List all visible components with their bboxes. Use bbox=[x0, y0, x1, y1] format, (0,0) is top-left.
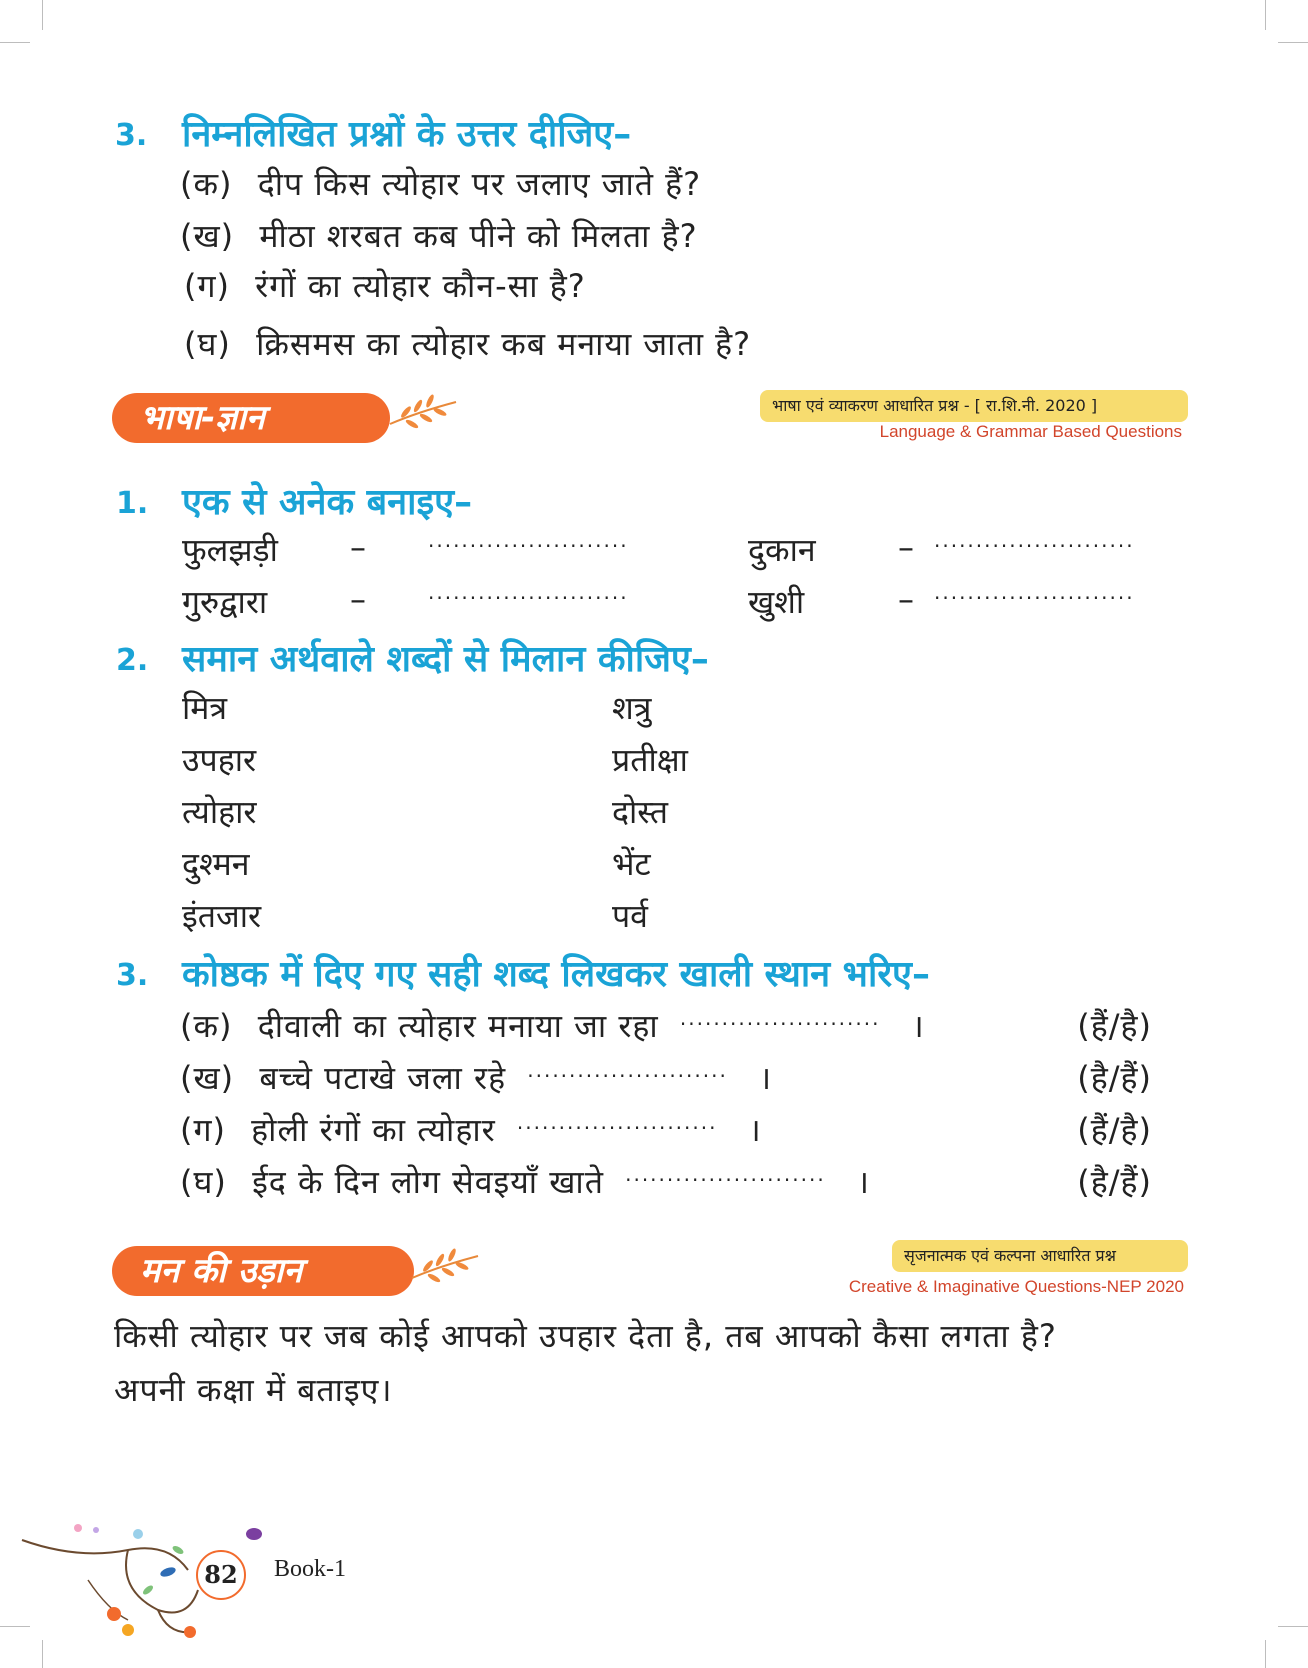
danda: । bbox=[748, 1111, 762, 1149]
answer-blank: ........................ bbox=[679, 1006, 881, 1030]
word-item: दुकान bbox=[748, 531, 816, 569]
leaf-branch-icon bbox=[410, 1242, 482, 1286]
crop-mark bbox=[0, 42, 30, 43]
question-item bbox=[184, 322, 751, 365]
item-label: (क) bbox=[180, 165, 233, 203]
question-item bbox=[180, 162, 701, 205]
section-tag-subtitle: Language & Grammar Based Questions bbox=[879, 422, 1182, 441]
match-left-item: उपहार bbox=[182, 741, 257, 779]
match-right-item: भेंट bbox=[612, 845, 651, 883]
dash: – bbox=[350, 580, 366, 618]
match-left-item: मित्र bbox=[182, 689, 228, 727]
word-item: गुरुद्वारा bbox=[182, 583, 268, 621]
question-heading: निम्नलिखित प्रश्नों के उत्तर दीजिए– bbox=[182, 114, 632, 155]
crop-mark bbox=[1278, 1626, 1308, 1627]
dash: – bbox=[898, 580, 914, 618]
question-number: 3. bbox=[115, 118, 148, 153]
item-text: दीवाली का त्योहार मनाया जा रहा bbox=[257, 1007, 659, 1045]
options: (हैं/है) bbox=[1077, 1007, 1152, 1045]
page-number: 82 bbox=[204, 1560, 238, 1589]
book-label: Book-1 bbox=[274, 1556, 346, 1582]
options: (है/हैं) bbox=[1077, 1163, 1152, 1201]
answer-blank: ........................ bbox=[516, 1110, 718, 1134]
section-tag: सृजनात्मक एवं कल्पना आधारित प्रश्न bbox=[892, 1240, 1188, 1272]
item-text: दीप किस त्योहार पर जलाए जाते हैं? bbox=[257, 165, 702, 203]
item-text: रंगों का त्योहार कौन-सा है? bbox=[255, 267, 586, 305]
question-item bbox=[180, 214, 698, 257]
word-item: खुशी bbox=[748, 583, 805, 621]
page-number-circle bbox=[196, 1550, 246, 1600]
item-label: (ग) bbox=[184, 267, 230, 305]
answer-blank: ........................ bbox=[428, 580, 629, 604]
match-right-item: शत्रु bbox=[612, 689, 652, 727]
danda: । bbox=[759, 1059, 773, 1097]
options: (हैं/है) bbox=[1077, 1111, 1152, 1149]
item-text: ईद के दिन लोग सेवइयाँ खाते bbox=[252, 1163, 604, 1201]
question-item bbox=[184, 264, 586, 307]
dash: – bbox=[350, 528, 366, 566]
crop-mark bbox=[1265, 0, 1266, 30]
answer-blank: ........................ bbox=[934, 528, 1135, 552]
match-right-item: प्रतीक्षा bbox=[612, 741, 688, 779]
word-item: फुलझड़ी bbox=[182, 531, 278, 569]
section-tag-subtitle: Creative & Imaginative Questions-NEP 2020 bbox=[848, 1277, 1184, 1296]
section-tag: भाषा एवं व्याकरण आधारित प्रश्न - [ रा.शि.नी. 2020 ] bbox=[760, 390, 1188, 422]
section-pill-man-ki-udaan: मन की उड़ान bbox=[112, 1246, 414, 1296]
item-label: (घ) bbox=[180, 1163, 227, 1201]
prompt-line: अपनी कक्षा में बताइए। bbox=[114, 1371, 393, 1409]
question-heading: एक से अनेक बनाइए– bbox=[182, 482, 473, 523]
fill-blank-item bbox=[180, 1056, 1152, 1099]
match-left-item: इंतजार bbox=[182, 897, 262, 935]
crop-mark bbox=[1265, 1640, 1266, 1668]
item-text: बच्चे पटाखे जला रहे bbox=[259, 1059, 507, 1097]
answer-blank: ........................ bbox=[428, 528, 629, 552]
item-label: (घ) bbox=[184, 325, 231, 363]
match-left-item: दुश्मन bbox=[182, 845, 250, 883]
dash: – bbox=[898, 528, 914, 566]
options: (है/हैं) bbox=[1077, 1059, 1152, 1097]
match-right-item: दोस्त bbox=[612, 793, 668, 831]
answer-blank: ........................ bbox=[934, 580, 1135, 604]
question-heading: कोष्ठक में दिए गए सही शब्द लिखकर खाली स्थान भरिए– bbox=[182, 954, 930, 995]
fill-blank-item bbox=[180, 1004, 1152, 1047]
section-pill-bhasha-gyan: भाषा-ज्ञान bbox=[112, 393, 390, 443]
question-heading: समान अर्थवाले शब्दों से मिलान कीजिए– bbox=[182, 639, 709, 680]
item-text: क्रिसमस का त्योहार कब मनाया जाता है? bbox=[256, 325, 752, 363]
crop-mark bbox=[42, 0, 43, 30]
item-label: (ख) bbox=[180, 217, 235, 255]
prompt-line: किसी त्योहार पर जब कोई आपको उपहार देता है, तब आपको कैसा लगता है? bbox=[114, 1317, 1057, 1355]
leaf-branch-icon bbox=[388, 388, 460, 432]
crop-mark bbox=[1278, 42, 1308, 43]
danda: । bbox=[856, 1163, 870, 1201]
answer-blank: ........................ bbox=[625, 1162, 826, 1186]
question-number: 1. bbox=[116, 486, 149, 521]
match-right-item: पर्व bbox=[612, 897, 648, 935]
fill-blank-item bbox=[180, 1108, 1152, 1151]
answer-blank: ........................ bbox=[527, 1058, 728, 1082]
item-text: मीठा शरबत कब पीने को मिलता है? bbox=[259, 217, 698, 255]
question-number: 2. bbox=[116, 643, 149, 678]
fill-blank-item bbox=[180, 1160, 1152, 1203]
question-number: 3. bbox=[116, 958, 149, 993]
item-text: होली रंगों का त्योहार bbox=[251, 1111, 496, 1149]
danda: । bbox=[911, 1007, 925, 1045]
item-label: (ख) bbox=[180, 1059, 235, 1097]
item-label: (क) bbox=[180, 1007, 233, 1045]
item-label: (ग) bbox=[180, 1111, 226, 1149]
match-left-item: त्योहार bbox=[182, 793, 257, 831]
